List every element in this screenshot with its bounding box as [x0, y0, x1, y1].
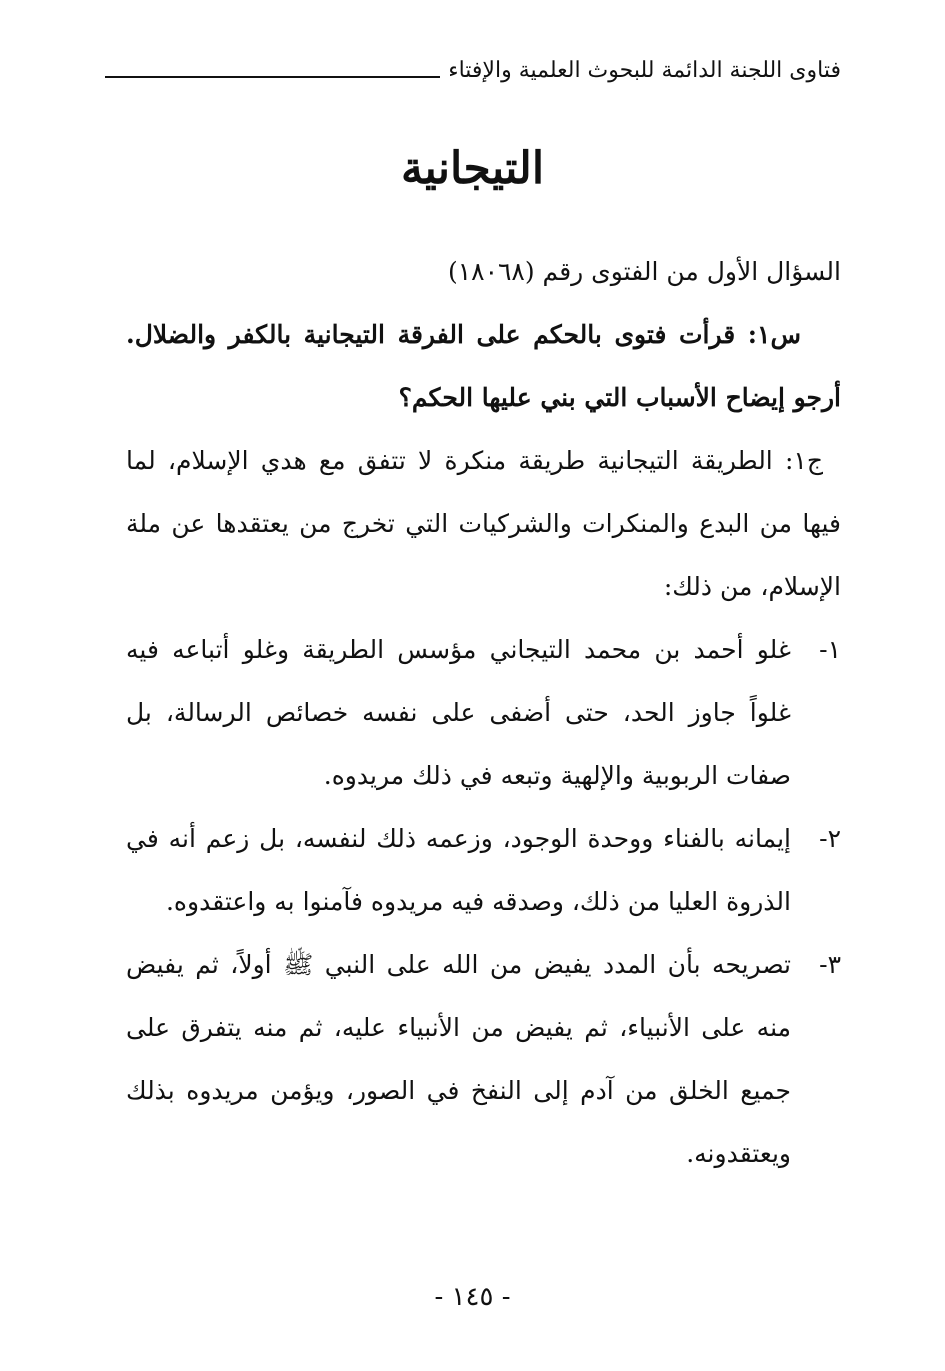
item-number: ٢- [819, 824, 841, 853]
running-header [105, 44, 841, 84]
list-item [126, 618, 841, 807]
fatwa-body [126, 240, 841, 1185]
list-item [126, 807, 841, 933]
header-rule [105, 76, 440, 78]
question-text: س١: قرأت فتوى بالحكم على الفرقة التيجانية بالكفر والضلال. أرجو إيضاح الأسباب التي بني عليها الحكم؟ [126, 320, 841, 412]
item-text: إيمانه بالفناء ووحدة الوجود، وزعمه ذلك لنفسه، بل زعم أنه في الذروة العليا من ذلك، وصدقه فيه مريدوه فآمنوا به واعتقدوه. [126, 824, 791, 916]
item-number: ٣- [819, 950, 841, 979]
running-title: فتاوى اللجنة الدائمة للبحوث العلمية والإفتاء [448, 57, 841, 83]
page-number: - ١٤٥ - [434, 1282, 511, 1312]
answer-intro: ج١: الطريقة التيجانية طريقة منكرة لا تتفق مع هدي الإسلام، لما فيها من البدع والمنكرات والشركيات التي تخرج من يعتقدها عن ملة الإسلام، من ذلك: [126, 446, 841, 601]
page-title: التيجانية [400, 143, 545, 194]
list-item [126, 933, 841, 1185]
question-reference: السؤال الأول من الفتوى رقم (١٨٠٦٨) [447, 257, 841, 286]
item-text: تصريحه بأن المدد يفيض من الله على النبي ﷺ أولاً، ثم يفيض منه على الأنبياء، ثم يفيض من الأنبياء عليه، ثم منه يتفرق على جميع الخلق من آدم إلى النفخ في الصور، ويؤمن مريدوه بذلك ويعتقدونه. [126, 950, 791, 1168]
item-number: ١- [819, 635, 841, 664]
answer-list [126, 618, 841, 1185]
item-text: غلو أحمد بن محمد التيجاني مؤسس الطريقة وغلو أتباعه فيه غلواً جاوز الحد، حتى أضفى على نفسه خصائص الرسالة، بل صفات الربوبية والإلهية وتبعه في ذلك مريدوه. [126, 635, 791, 790]
